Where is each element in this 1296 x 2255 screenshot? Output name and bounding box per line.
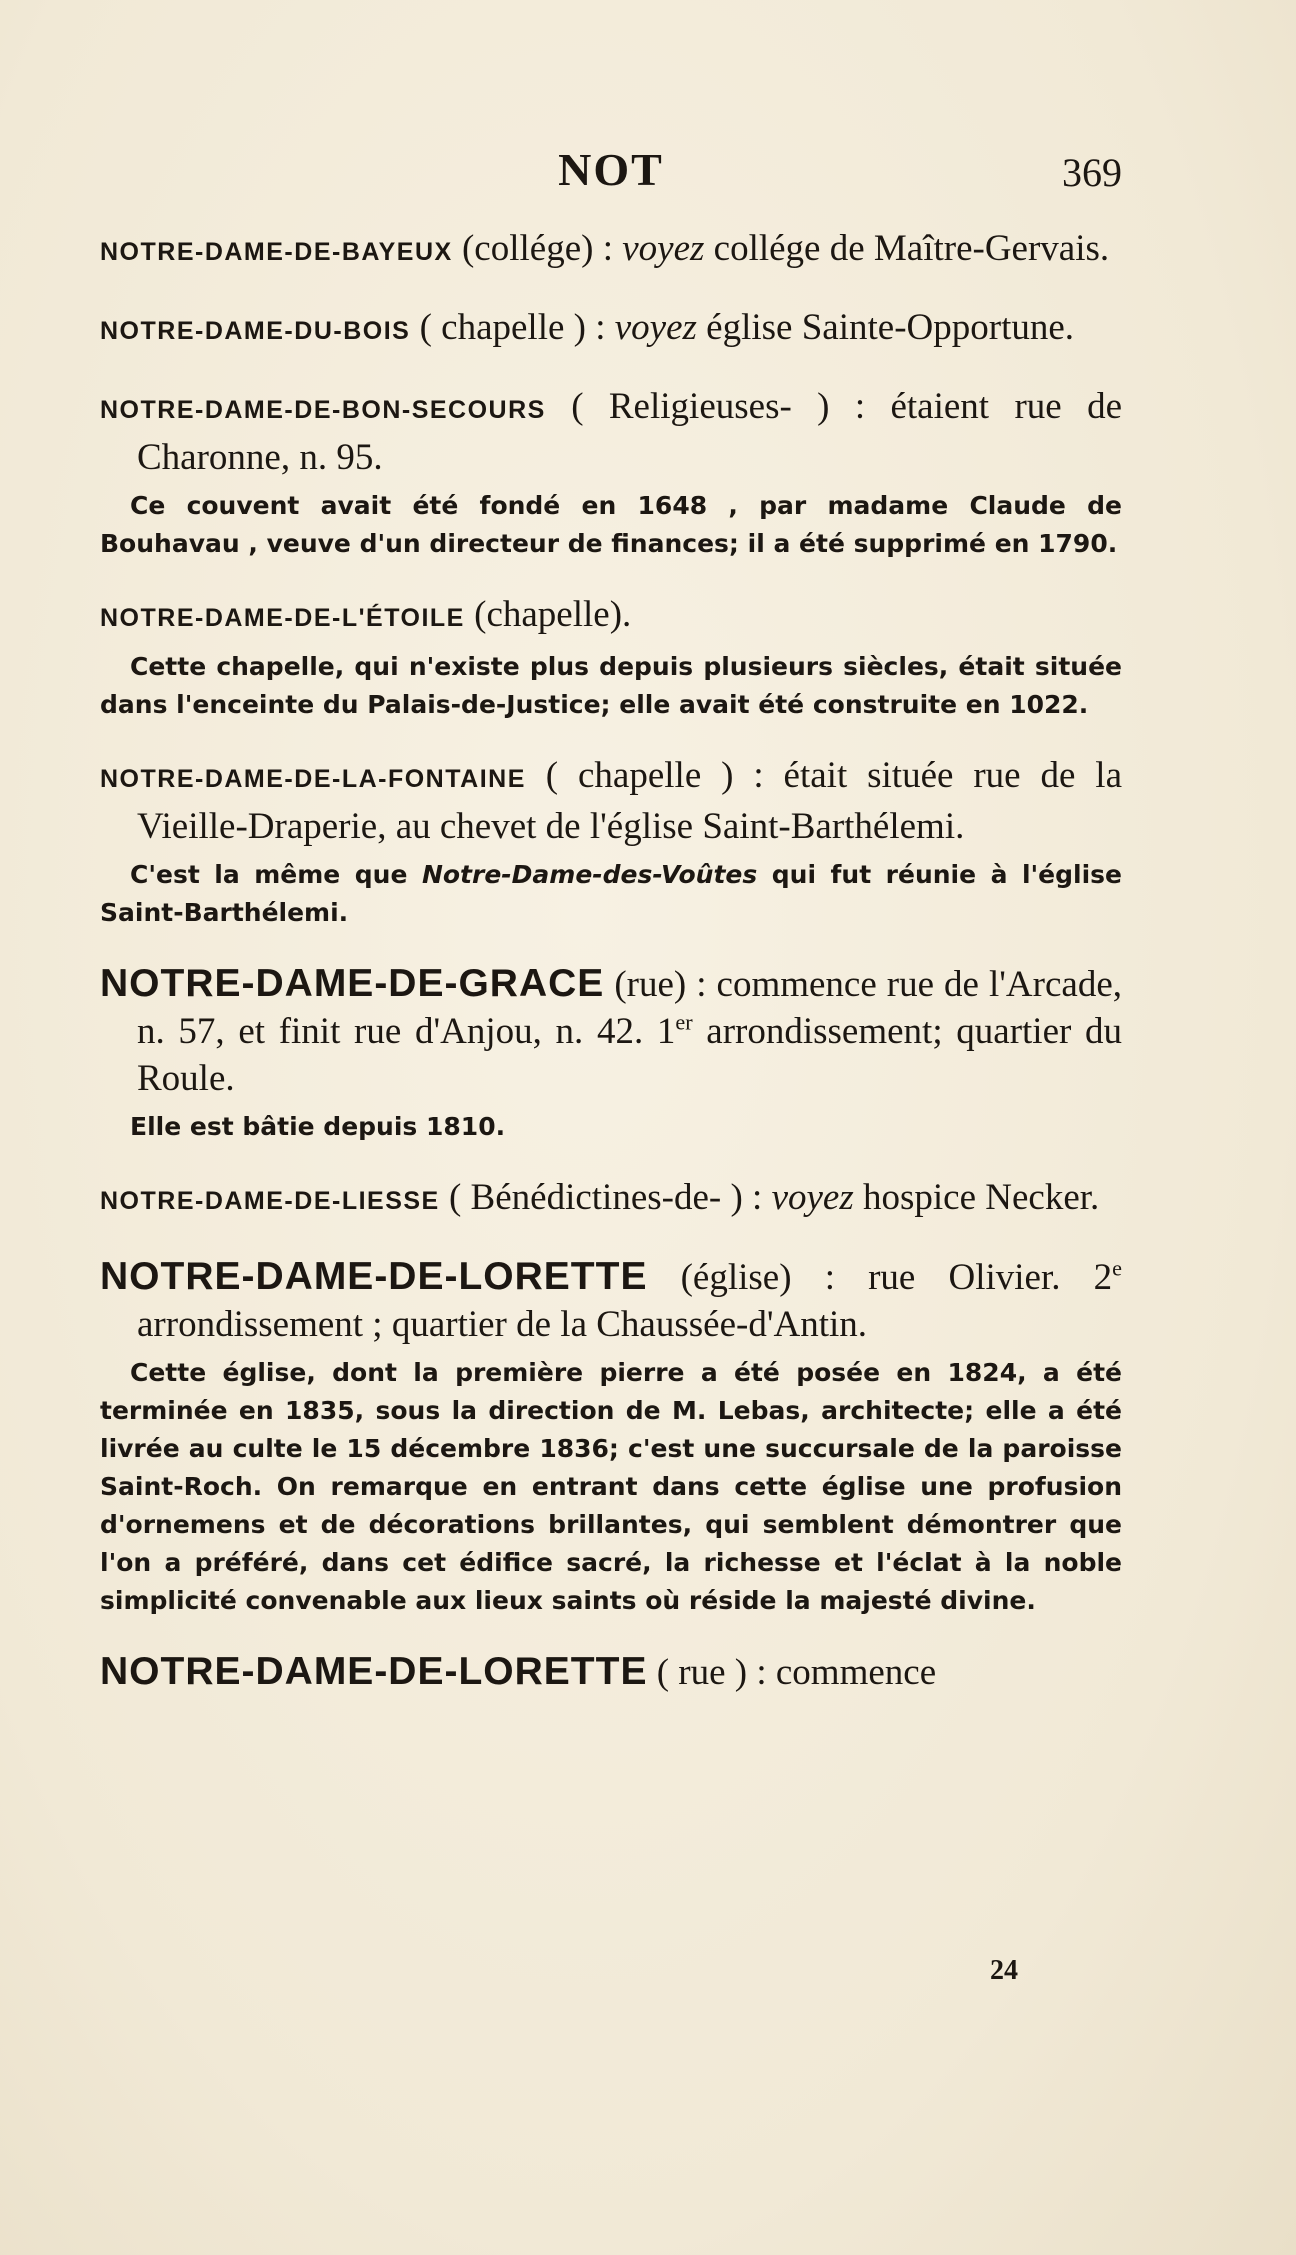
entry-note: Ce couvent avait été fondé en 1648 , par madame Claude de Bouhavau , veuve d'un directeur de finances; il a été supprimé en 1790. <box>100 491 1122 558</box>
entry-text: ( Religieuses- ) : étaient rue de Charonne, n. 95. <box>137 386 1122 478</box>
entry-text: (église) : rue Olivier. 2 <box>647 1257 1113 1298</box>
entry-etoile <box>100 591 1122 724</box>
entry-bayeux <box>100 225 1122 276</box>
entry-fontaine <box>100 752 1122 932</box>
entry-text-cont: hospice Necker. <box>853 1177 1100 1218</box>
entry-heading: NOTRE-DAME-DE-BAYEUX <box>100 238 453 266</box>
entry-heading: NOTRE-DAME-DE-LORETTE <box>100 1650 648 1693</box>
page-header <box>100 143 1122 203</box>
entry-text-cont: arrondissement ; quartier de la Chaussée-d'Antin. <box>137 1304 868 1345</box>
note-text: C'est la même que <box>130 860 422 889</box>
entry-paragraph <box>100 1648 1122 1696</box>
entry-heading: NOTRE-DAME-DE-LORETTE <box>100 1255 648 1298</box>
entry-paragraph <box>100 1174 1122 1225</box>
entry-text: ( rue ) : commence <box>647 1652 937 1693</box>
entry-paragraph <box>100 1253 1122 1348</box>
entry-heading: NOTRE-DAME-DE-LIESSE <box>100 1187 440 1215</box>
entry-grace <box>100 960 1122 1146</box>
entry-bon-secours <box>100 383 1122 563</box>
entry-note: Cette chapelle, qui n'existe plus depuis plusieurs siècles, était située dans l'enceinte du Palais-de-Justice; elle avait été construite en 1022. <box>100 652 1122 719</box>
page-text <box>100 225 1122 1724</box>
entry-note: Cette église, dont la première pierre a été posée en 1824, a été terminée en 1835, sous la direction de M. Lebas, architecte; elle a été livrée au culte le 15 décembre 1836; c'est une succursale de la paroisse Saint-Roch. On remarque en entrant dans cette église une profusion d'ornemens et de décorations brillantes, qui semblent démontrer que l'on a préféré, dans cet édifice sacré, la richesse et l'éclat à la noble simplicité convenable aux lieux saints où réside la majesté divine. <box>100 1358 1122 1615</box>
entry-italic: voyez <box>614 307 697 348</box>
entry-text: (rue) : commence rue de l'Arcade, n. 57, et finit rue d'Anjou, n. 42. 1 <box>137 964 1122 1052</box>
entry-paragraph <box>100 591 1122 642</box>
entry-text: (collége) : <box>452 228 623 269</box>
entry-heading: NOTRE-DAME-DU-BOIS <box>100 317 411 345</box>
entry-text: ( Bénédictines-de- ) : <box>439 1177 772 1218</box>
entry-text-cont: collége de Maître-Gervais. <box>704 228 1110 269</box>
entry-paragraph <box>100 225 1122 276</box>
entry-heading: NOTRE-DAME-DE-BON-SECOURS <box>100 396 546 424</box>
entry-text: ( chapelle ) : était située rue de la Vieille-Draperie, au chevet de l'église Saint-Barthélemi. <box>137 755 1122 847</box>
entry-italic: voyez <box>771 1177 854 1218</box>
note-text-cont: qui fut réunie à l'église Saint-Barthélemi. <box>100 860 1123 927</box>
entry-heading: NOTRE-DAME-DE-LA-FONTAINE <box>100 765 526 793</box>
note-italic: Notre-Dame-des-Voûtes <box>421 860 758 889</box>
entry-text: (chapelle). <box>464 594 632 635</box>
signature-mark: 24 <box>990 1955 1018 1986</box>
entry-paragraph <box>100 960 1122 1102</box>
entry-lorette-eglise <box>100 1253 1122 1620</box>
entry-paragraph <box>100 383 1122 481</box>
ordinal-suffix: er <box>675 1009 693 1035</box>
entry-heading: NOTRE-DAME-DE-L'ÉTOILE <box>100 604 465 632</box>
entry-paragraph <box>100 304 1122 355</box>
entry-text-cont: église Sainte-Opportune. <box>696 307 1075 348</box>
entry-liesse <box>100 1174 1122 1225</box>
entry-heading: NOTRE-DAME-DE-GRACE <box>100 962 605 1005</box>
entry-text: ( chapelle ) : <box>410 307 615 348</box>
entry-text-cont: arrondissement; quartier du Roule. <box>137 1011 1123 1099</box>
running-head: NOT <box>558 144 664 195</box>
entry-lorette-rue <box>100 1648 1122 1696</box>
entry-note: Elle est bâtie depuis 1810. <box>130 1112 506 1141</box>
entry-italic: voyez <box>622 228 705 269</box>
page-number: 369 <box>1062 150 1122 195</box>
entry-paragraph <box>100 752 1122 850</box>
entry-bois <box>100 304 1122 355</box>
entry-note <box>100 856 1122 932</box>
ordinal-suffix: e <box>1112 1255 1122 1281</box>
